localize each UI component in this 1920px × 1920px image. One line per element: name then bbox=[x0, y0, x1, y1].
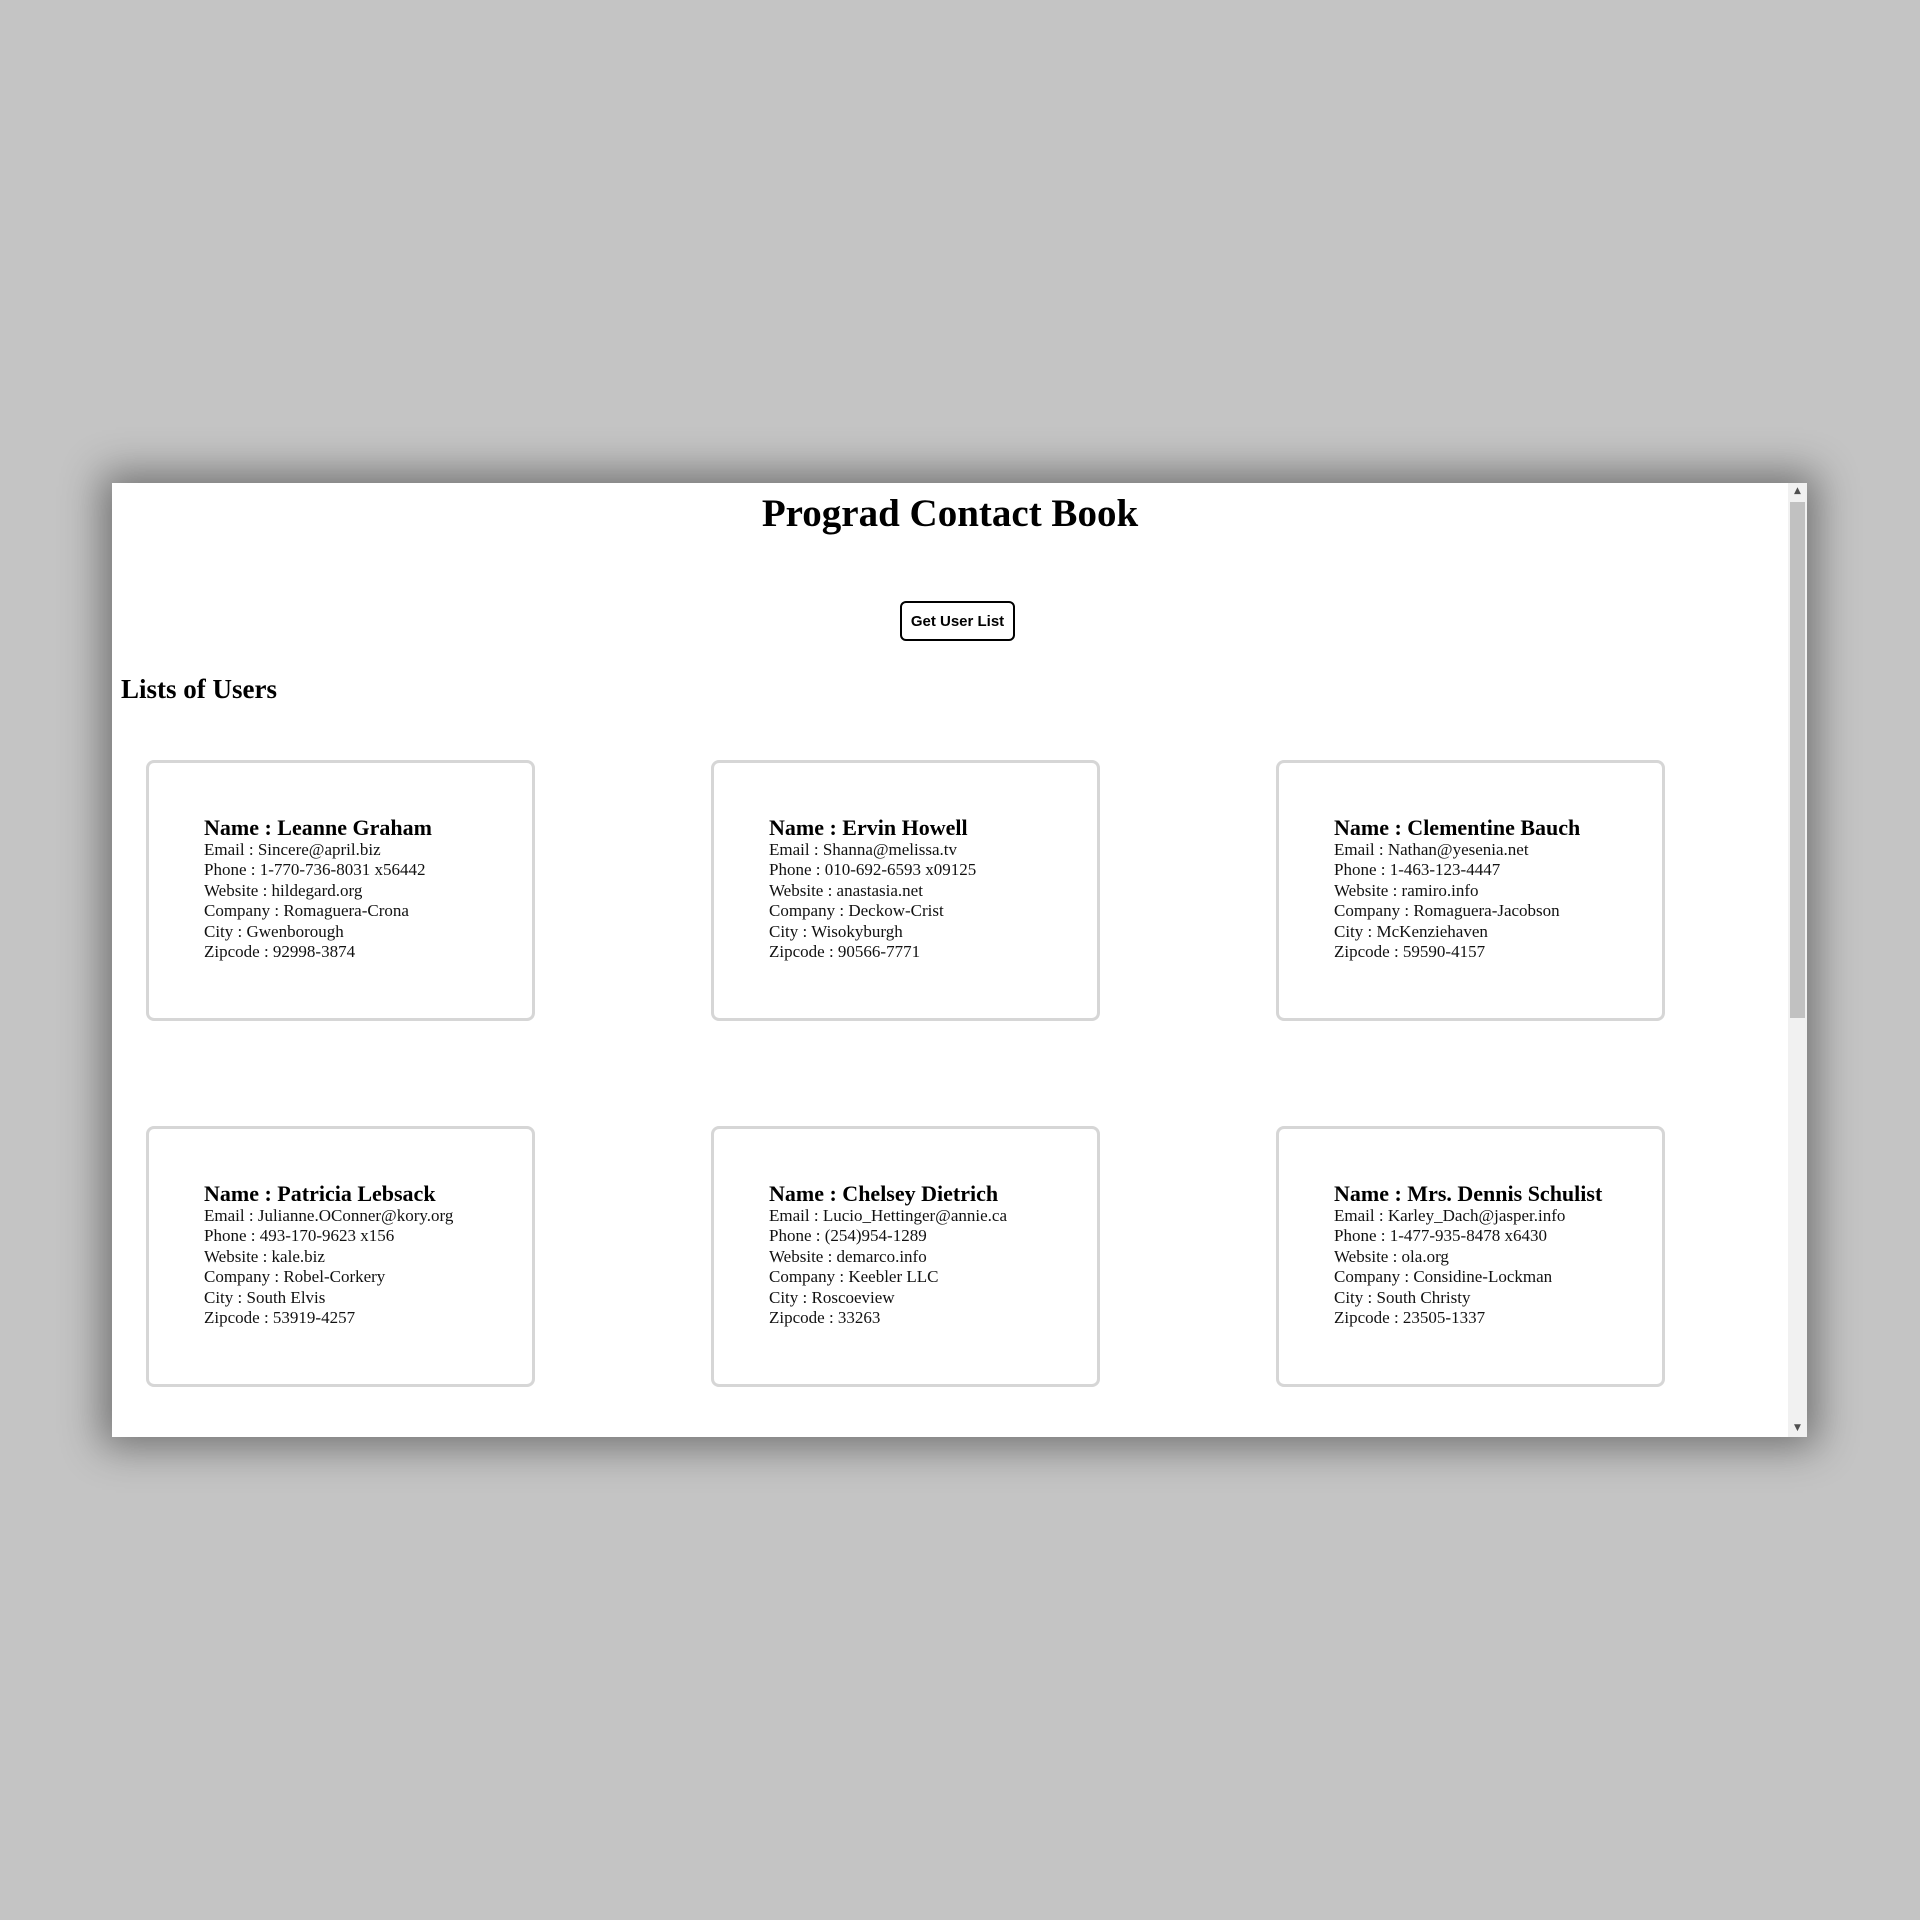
user-email: Email : Julianne.OConner@kory.org bbox=[204, 1206, 454, 1225]
user-zipcode: Zipcode : 23505-1337 bbox=[1334, 1308, 1486, 1328]
user-company: Company : Romaguera-Crona bbox=[204, 901, 409, 921]
user-city: City : South Christy bbox=[1334, 1287, 1471, 1307]
user-company: Company : Considine-Lockman bbox=[1334, 1267, 1553, 1287]
user-phone: Phone : (254)954-1289 bbox=[769, 1226, 927, 1246]
user-city: City : Roscoeview bbox=[769, 1287, 895, 1307]
user-name: Name : Leanne Graham bbox=[204, 815, 432, 840]
user-card bbox=[711, 760, 1100, 1021]
user-city: City : McKenziehaven bbox=[1334, 921, 1488, 941]
user-website: Website : anastasia.net bbox=[769, 880, 923, 900]
user-city: City : Gwenborough bbox=[204, 921, 344, 941]
user-company: Company : Robel-Corkery bbox=[204, 1267, 386, 1287]
vertical-scrollbar[interactable] bbox=[1788, 483, 1807, 1437]
user-name: Name : Ervin Howell bbox=[769, 815, 968, 840]
user-phone: Phone : 493-170-9623 x156 bbox=[204, 1226, 395, 1246]
user-name: Name : Clementine Bauch bbox=[1334, 815, 1581, 840]
section-title: Lists of Users bbox=[121, 674, 277, 704]
user-zipcode: Zipcode : 59590-4157 bbox=[1334, 942, 1486, 962]
user-phone: Phone : 1-477-935-8478 x6430 bbox=[1334, 1226, 1547, 1246]
user-email: Email : Shanna@melissa.tv bbox=[769, 840, 957, 859]
user-zipcode: Zipcode : 90566-7771 bbox=[769, 942, 921, 962]
scroll-down-icon[interactable]: ▼ bbox=[1794, 1423, 1801, 1433]
user-zipcode: Zipcode : 53919-4257 bbox=[204, 1308, 356, 1328]
user-phone: Phone : 1-770-736-8031 x56442 bbox=[204, 860, 426, 880]
get-user-list-button[interactable]: Get User List bbox=[900, 601, 1015, 641]
user-company: Company : Deckow-Crist bbox=[769, 901, 944, 921]
user-email: Email : Nathan@yesenia.net bbox=[1334, 840, 1529, 859]
user-phone: Phone : 010-692-6593 x09125 bbox=[769, 860, 977, 880]
user-name: Name : Patricia Lebsack bbox=[204, 1181, 436, 1206]
user-card bbox=[1276, 1126, 1665, 1387]
user-city: City : South Elvis bbox=[204, 1287, 326, 1307]
user-email: Email : Sincere@april.biz bbox=[204, 840, 381, 859]
user-name: Name : Chelsey Dietrich bbox=[769, 1181, 999, 1206]
page-content bbox=[112, 483, 1788, 1437]
scrollbar-thumb[interactable] bbox=[1790, 502, 1805, 1018]
user-website: Website : hildegard.org bbox=[204, 880, 363, 900]
user-website: Website : ramiro.info bbox=[1334, 880, 1479, 900]
browser-window bbox=[112, 483, 1807, 1437]
user-zipcode: Zipcode : 33263 bbox=[769, 1308, 881, 1328]
user-website: Website : kale.biz bbox=[204, 1246, 325, 1266]
user-city: City : Wisokyburgh bbox=[769, 921, 903, 941]
user-company: Company : Romaguera-Jacobson bbox=[1334, 901, 1560, 921]
user-email: Email : Karley_Dach@jasper.info bbox=[1334, 1206, 1566, 1225]
user-email: Email : Lucio_Hettinger@annie.ca bbox=[769, 1206, 1007, 1225]
user-name: Name : Mrs. Dennis Schulist bbox=[1334, 1181, 1603, 1206]
page-title: Prograd Contact Book bbox=[761, 492, 1139, 535]
user-card bbox=[711, 1126, 1100, 1387]
user-card bbox=[146, 1126, 535, 1387]
scroll-up-icon[interactable]: ▲ bbox=[1794, 486, 1801, 496]
user-card bbox=[146, 760, 535, 1021]
user-website: Website : demarco.info bbox=[769, 1246, 927, 1266]
user-zipcode: Zipcode : 92998-3874 bbox=[204, 942, 356, 962]
user-card bbox=[1276, 760, 1665, 1021]
user-company: Company : Keebler LLC bbox=[769, 1267, 939, 1287]
user-phone: Phone : 1-463-123-4447 bbox=[1334, 860, 1501, 880]
user-website: Website : ola.org bbox=[1334, 1246, 1449, 1266]
